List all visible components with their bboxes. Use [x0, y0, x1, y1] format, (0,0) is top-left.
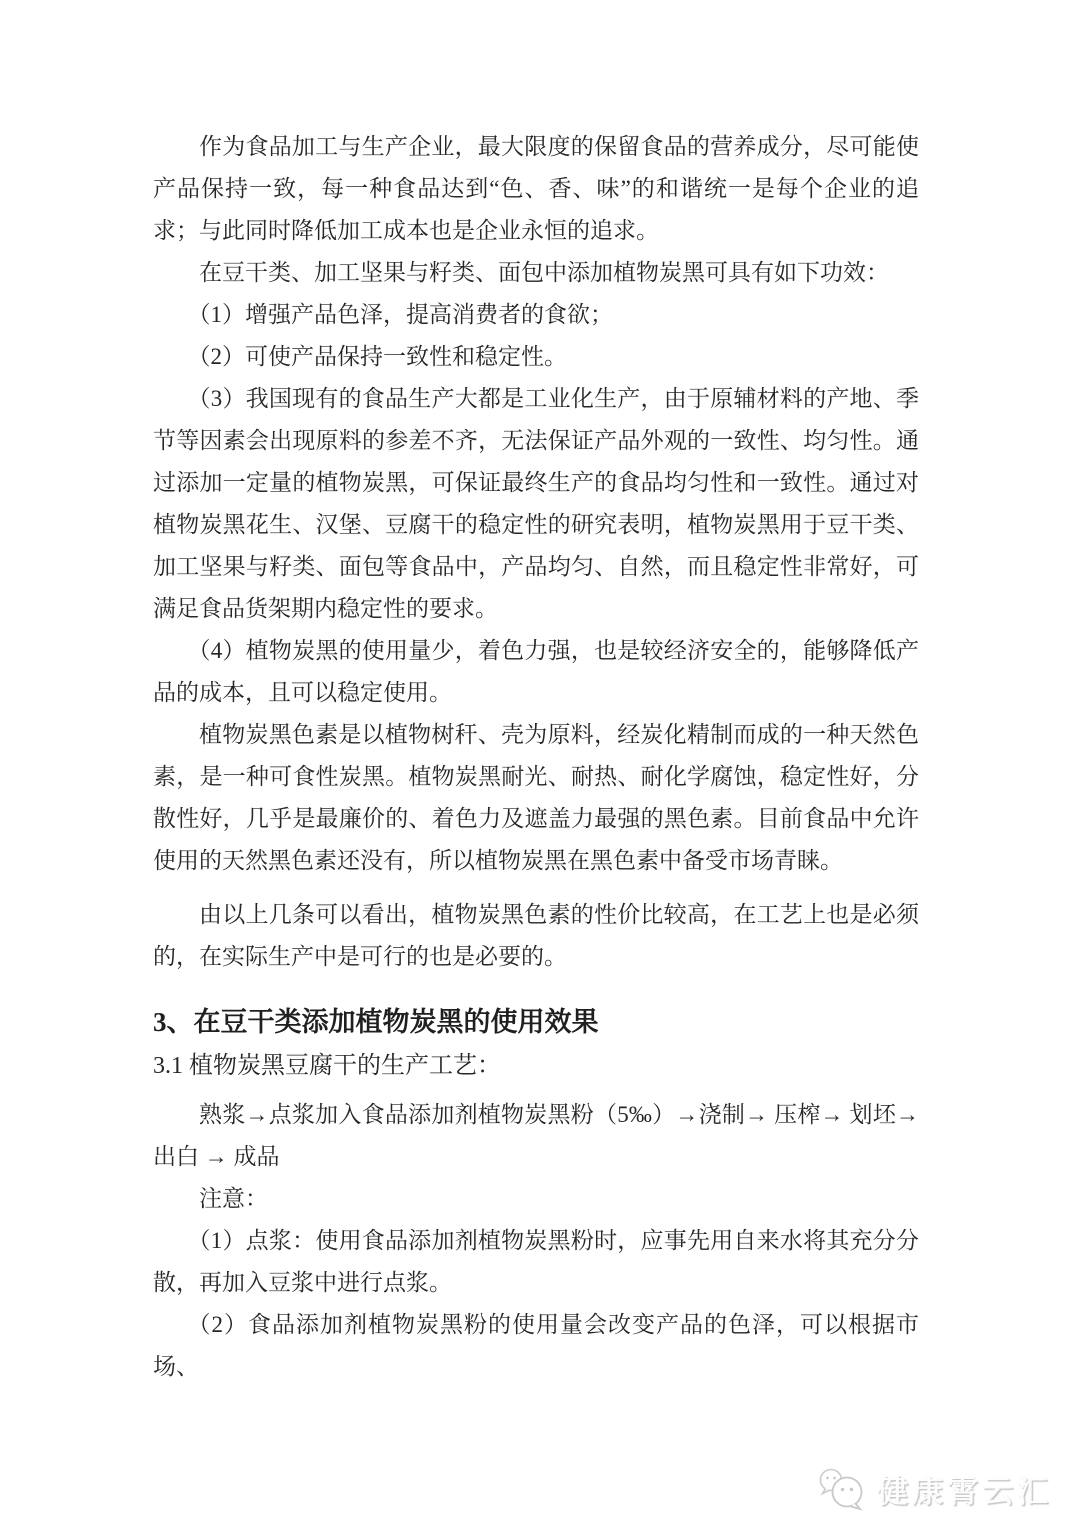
effect-item-2: （2）可使产品保持一致性和稳定性。	[187, 344, 567, 369]
section-heading: 3、在豆干类添加植物炭黑的使用效果	[153, 1007, 599, 1037]
note-item-2: （2）食品添加剂植物炭黑粉的使用量会改变产品的色泽，可以根据市场、	[153, 1312, 919, 1379]
note-label: 注意：	[199, 1186, 268, 1211]
paragraph-conclusion: 由以上几条可以看出，植物炭黑色素的性价比较高，在工艺上也是必须的，在实际生产中是可行的也是必要的。	[153, 902, 919, 969]
watermark-text: 健康霄云汇	[877, 1474, 1052, 1509]
wechat-chat-bubbles-icon	[817, 1467, 867, 1511]
paragraph-effects-lead: 在豆干类、加工坚果与籽类、面包中添加植物炭黑可具有如下功效：	[199, 260, 889, 285]
subsection-title: 3.1 植物炭黑豆腐干的生产工艺：	[153, 1053, 501, 1079]
process-flow: 熟浆→点浆加入食品添加剂植物炭黑粉（5‰）→浇制→ 压榨→ 划坯→出白 → 成品	[153, 1102, 919, 1169]
effect-item-4: （4）植物炭黑的使用量少，着色力强，也是较经济安全的，能够降低产品的成本，且可以稳定使用。	[153, 638, 919, 705]
paragraph-intro: 作为食品加工与生产企业，最大限度的保留食品的营养成分，尽可能使产品保持一致，每一种食品达到“色、香、味”的和谐统一是每个企业的追求；与此同时降低加工成本也是企业永恒的追求。	[153, 134, 919, 243]
document-body	[153, 126, 919, 1388]
effect-item-1: （1）增强产品色泽，提高消费者的食欲；	[187, 302, 613, 327]
paragraph-pigment: 植物炭黑色素是以植物树秆、壳为原料，经炭化精制而成的一种天然色素，是一种可食性炭黑。植物炭黑耐光、耐热、耐化学腐蚀，稳定性好，分散性好，几乎是最廉价的、着色力及遮盖力最强的黑色素。目前食品中允许使用的天然黑色素还没有，所以植物炭黑在黑色素中备受市场青睐。	[153, 722, 919, 873]
effect-item-3: （3）我国现有的食品生产大都是工业化生产，由于原辅材料的产地、季节等因素会出现原料的参差不齐，无法保证产品外观的一致性、均匀性。通过添加一定量的植物炭黑，可保证最终生产的食品均匀性和一致性。通过对植物炭黑花生、汉堡、豆腐干的稳定性的研究表明，植物炭黑用于豆干类、加工坚果与籽类、面包等食品中，产品均匀、自然，而且稳定性非常好，可满足食品货架期内稳定性的要求。	[153, 386, 919, 621]
note-item-1: （1）点浆：使用食品添加剂植物炭黑粉时，应事先用自来水将其充分分散，再加入豆浆中进行点浆。	[153, 1228, 919, 1295]
watermark	[817, 1466, 1052, 1511]
